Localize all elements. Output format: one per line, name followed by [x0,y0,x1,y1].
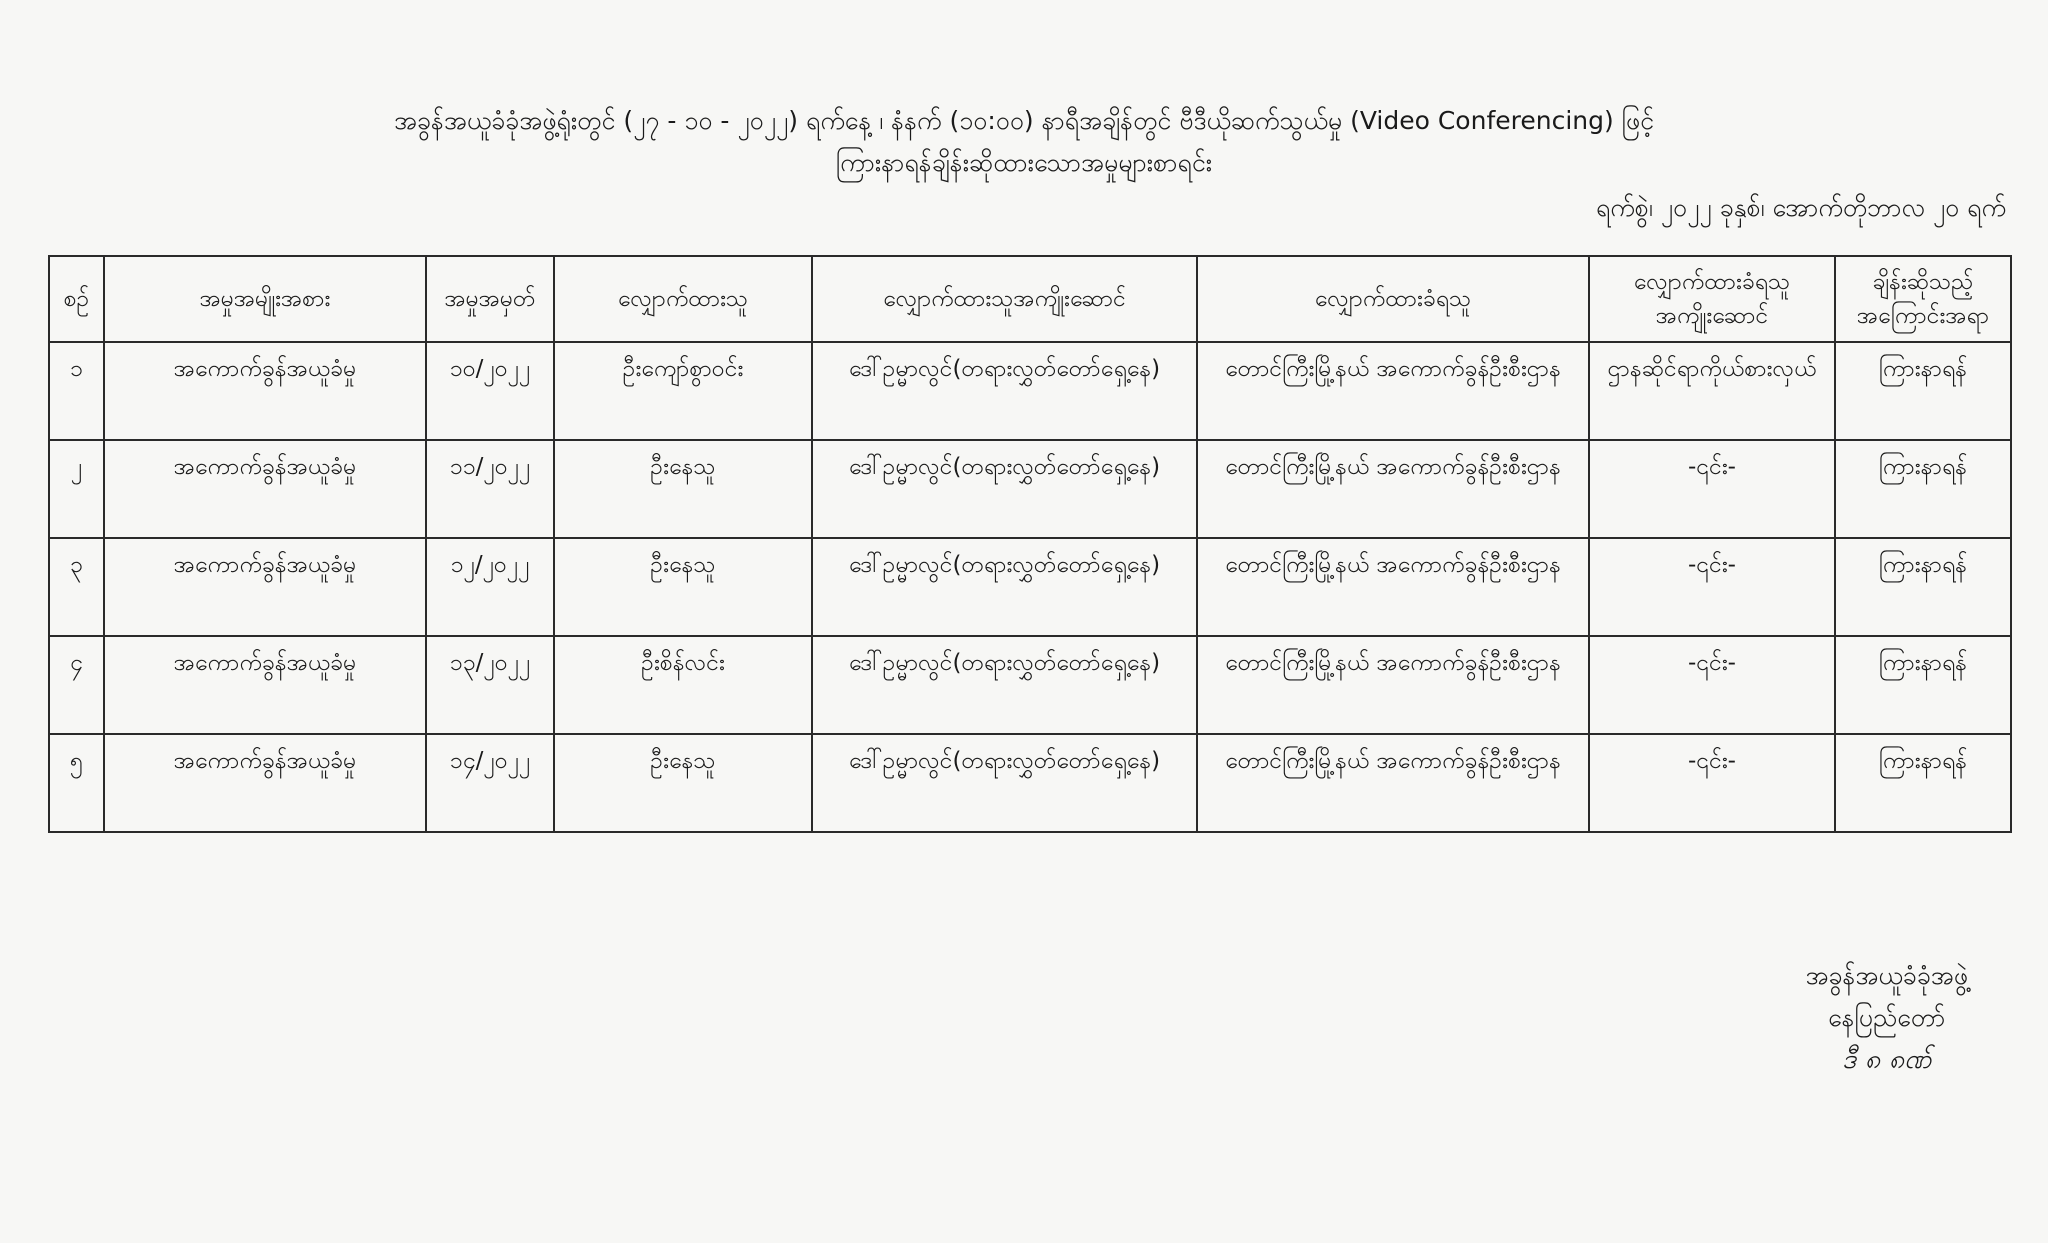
cell-applicant-agent: ဒေါ်ဥမ္မာလွင်(တရားလွှတ်တော်ရှေ့နေ) [812,538,1197,636]
table-row [49,636,2011,734]
cell-case-number: ၁၄/၂၀၂၂ [426,734,554,832]
cell-applicant: ဦးနေသူ [554,734,812,832]
cell-no: ၅ [49,734,104,832]
header-respondent-agent: လျှောက်ထားခံရသူ အကျိုးဆောင် [1589,256,1835,342]
header-applicant: လျှောက်ထားသူ [554,256,812,342]
table-row [49,538,2011,636]
cell-respondent: တောင်ကြီးမြို့နယ် အကောက်ခွန်ဦးစီးဌာန [1197,636,1589,734]
cell-respondent-agent: ဌာနဆိုင်ရာကိုယ်စားလှယ် [1589,342,1835,440]
cell-case-number: ၁၂/၂၀၂၂ [426,538,554,636]
case-schedule-table [48,255,2012,833]
header-case-number: အမှုအမှတ် [426,256,554,342]
document-date: ရက်စွဲ၊ ၂၀၂၂ ခုနှစ်၊ အောက်တိုဘာလ ၂၀ ရက် [1595,193,2006,222]
cell-applicant-agent: ဒေါ်ဥမ္မာလွင်(တရားလွှတ်တော်ရှေ့နေ) [812,734,1197,832]
table-header-row [49,256,2011,342]
cell-no: ၂ [49,440,104,538]
cell-respondent: တောင်ကြီးမြို့နယ် အကောက်ခွန်ဦးစီးဌာန [1197,538,1589,636]
cell-applicant-agent: ဒေါ်ဥမ္မာလွင်(တရားလွှတ်တော်ရှေ့နေ) [812,440,1197,538]
table-row [49,342,2011,440]
cell-case-type: အကောက်ခွန်အယူခံမှု [104,538,426,636]
header-no: စဉ် [49,256,104,342]
cell-case-number: ၁၃/၂၀၂၂ [426,636,554,734]
cell-case-type: အကောက်ခွန်အယူခံမှု [104,342,426,440]
cell-purpose: ကြားနာရန် [1835,538,2011,636]
cell-case-type: အကောက်ခွန်အယူခံမှု [104,636,426,734]
cell-respondent: တောင်ကြီးမြို့နယ် အကောက်ခွန်ဦးစီးဌာန [1197,342,1589,440]
title-line-1: အခွန်အယူခံခုံအဖွဲ့ရုံးတွင် (၂၇ - ၁၀ - ၂၀၂၂) ရက်နေ့ ၊ နံနက် (၁၀:၀၀) နာရီအချိန်တွင် ဗီဒီယိုဆက်သွယ်မှု (Video Conferencing) ဖြင့် [393,106,1655,135]
header-respondent: လျှောက်ထားခံရသူ [1197,256,1589,342]
cell-purpose: ကြားနာရန် [1835,440,2011,538]
signature-office: အခွန်အယူခံခုံအဖွဲ့ [1805,961,1968,990]
header-case-type: အမှုအမျိုးအစား [104,256,426,342]
cell-no: ၃ [49,538,104,636]
cell-case-number: ၁၁/၂၀၂၂ [426,440,554,538]
cell-purpose: ကြားနာရန် [1835,342,2011,440]
cell-applicant: ဦးကျော်စွာဝင်း [554,342,812,440]
header-purpose: ချိန်းဆိုသည့် အကြောင်းအရာ [1835,256,2011,342]
cell-respondent: တောင်ကြီးမြို့နယ် အကောက်ခွန်ဦးစီးဌာန [1197,440,1589,538]
cell-applicant: ဦးနေသူ [554,538,812,636]
cell-applicant-agent: ဒေါ်ဥမ္မာလွင်(တရားလွှတ်တော်ရှေ့နေ) [812,636,1197,734]
cell-applicant: ဦးစိန်လင်း [554,636,812,734]
cell-case-type: အကောက်ခွန်အယူခံမှု [104,440,426,538]
table-row [49,734,2011,832]
table-row [49,440,2011,538]
cell-case-number: ၁၀/၂၀၂၂ [426,342,554,440]
signature-block [1805,955,1968,1081]
signature-initials: ဒီ ၈ ၈ဏ် [1842,1044,1932,1075]
cell-respondent-agent: -၎င်း- [1589,734,1835,832]
cell-applicant: ဦးနေသူ [554,440,812,538]
cell-case-type: အကောက်ခွန်အယူခံမှု [104,734,426,832]
cell-purpose: ကြားနာရန် [1835,636,2011,734]
cell-respondent: တောင်ကြီးမြို့နယ် အကောက်ခွန်ဦးစီးဌာန [1197,734,1589,832]
cell-no: ၄ [49,636,104,734]
title-line-2: ကြားနာရန်ချိန်းဆိုထားသောအမှုများစာရင်း [835,148,1213,177]
cell-purpose: ကြားနာရန် [1835,734,2011,832]
document-title [0,100,2048,184]
cell-respondent-agent: -၎င်း- [1589,440,1835,538]
cell-respondent-agent: -၎င်း- [1589,538,1835,636]
header-applicant-agent: လျှောက်ထားသူအကျိုးဆောင် [812,256,1197,342]
signature-location: နေပြည်တော် [1828,1003,1946,1032]
cell-applicant-agent: ဒေါ်ဥမ္မာလွင်(တရားလွှတ်တော်ရှေ့နေ) [812,342,1197,440]
cell-no: ၁ [49,342,104,440]
cell-respondent-agent: -၎င်း- [1589,636,1835,734]
